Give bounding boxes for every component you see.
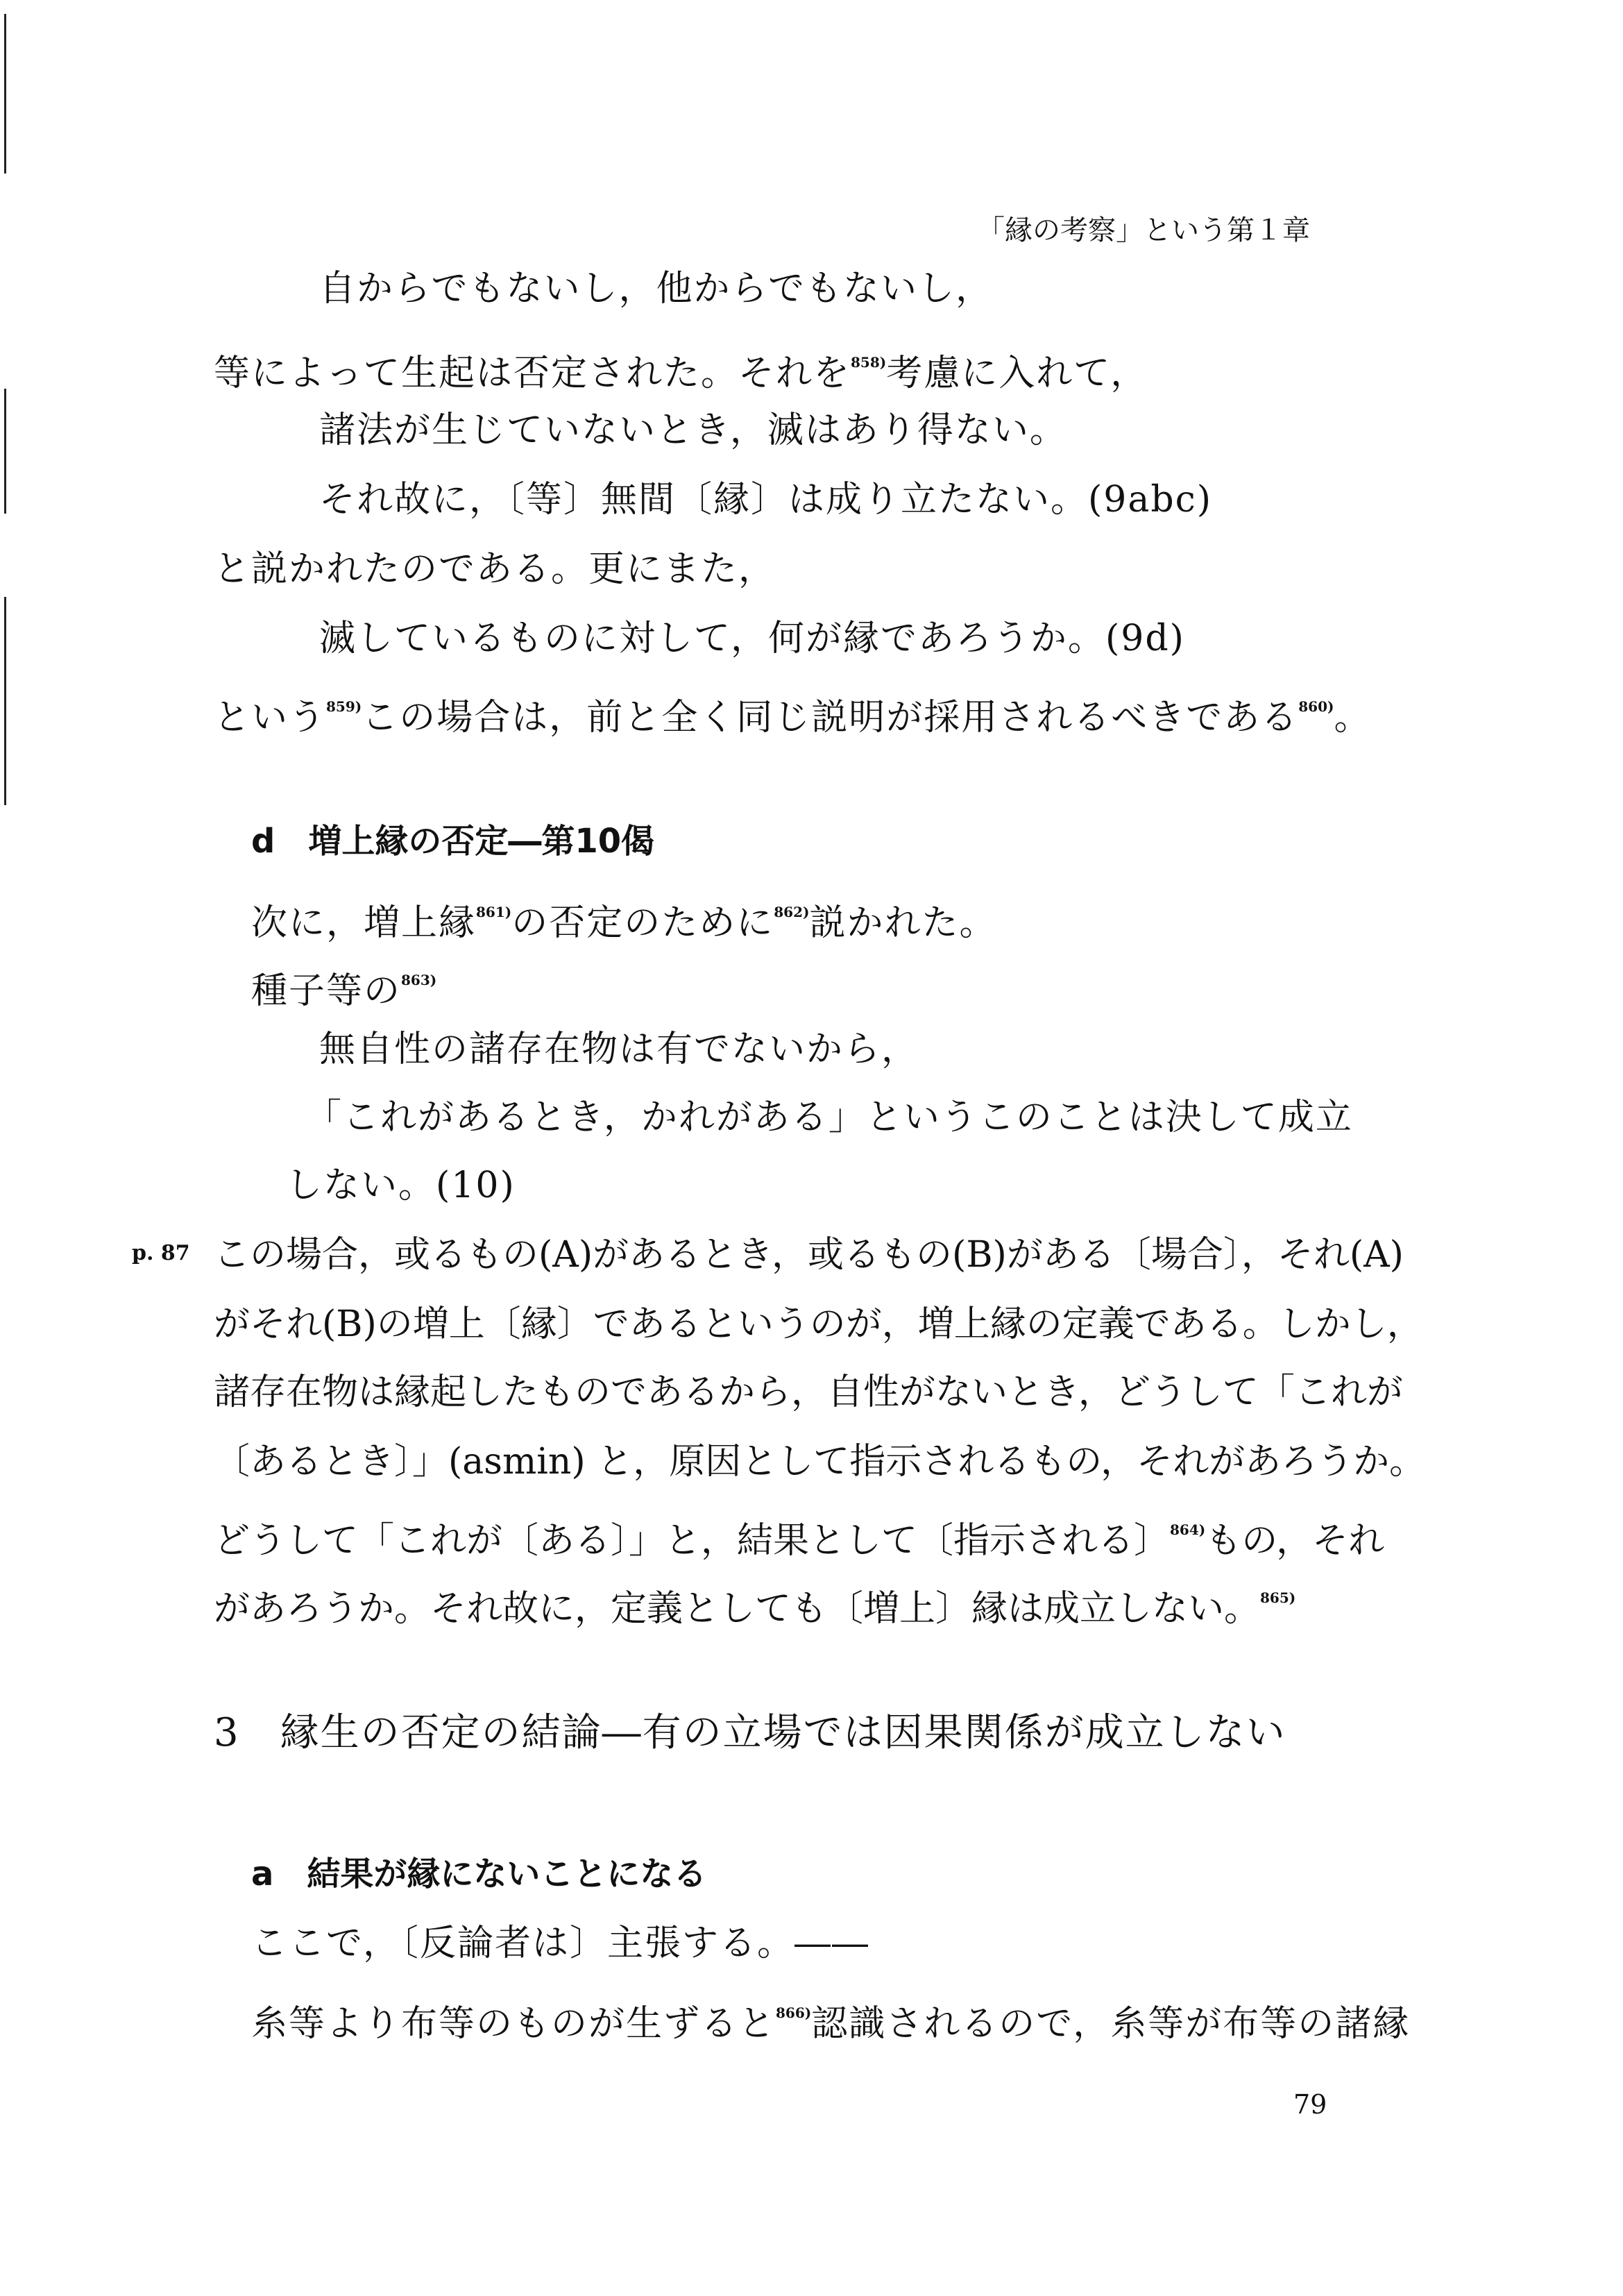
page-number: 79 [1293,2089,1327,2120]
footnote-marker: 866) [776,2004,812,2021]
text: 。 [1334,697,1372,738]
text: 説かれた。 [809,902,997,944]
text: 等によって生起は否定された。それを [214,353,851,394]
text: 種子等の [251,970,402,1012]
scan-edge-mark [4,389,6,514]
footnote-marker: 859) [326,698,362,715]
text-line [251,1991,1410,2046]
verse-line: 諸法が生じていないとき，滅はあり得ない。 [319,410,1067,451]
text-line [214,684,1371,740]
text: 糸等より布等のものが生ずると [251,2003,776,2045]
text: もの，それ [1205,1520,1385,1562]
footnote-marker: 863) [401,972,437,988]
footnote-marker: 865) [1260,1589,1296,1606]
page-reference: p. 87 [132,1241,190,1265]
text: 次に，増上縁 [251,902,477,944]
scan-edge-mark [4,14,6,174]
text: という [214,697,327,738]
verse-line: 「これがあるとき，かれがある」というこのことは決して成立 [305,1097,1353,1138]
text: どうして「これが〔ある〕」と，結果として〔指示される〕 [214,1520,1171,1562]
footnote-marker: 864) [1170,1521,1206,1538]
text-line: ここで，〔反論者は〕主張する。―― [251,1923,869,1964]
running-head: 「縁の考察」という第１章 [977,214,1310,246]
text: の否定のために [511,902,774,944]
footnote-marker: 861) [476,904,512,920]
footnote-marker: 862) [774,904,810,920]
text-line: がそれ(B)の増上〔縁〕であるというのが，増上縁の定義である。しかし， [214,1303,1423,1345]
text-line: 〔あるとき〕」(asmin) と，原因として指示されるもの，それがあろうか。 [214,1441,1426,1483]
verse-line: それ故に，〔等〕無間〔縁〕は成り立たない。(9abc) [319,479,1213,521]
text-line: と説かれたのである。更にまた， [214,548,776,590]
text-line [251,958,436,1013]
text: 認識されるので，糸等が布等の諸縁 [811,2003,1411,2045]
footnote-marker: 860) [1298,698,1334,715]
text: 考慮に入れて， [886,353,1148,394]
section-heading: 3 縁生の否定の結論―有の立場では因果関係が成立しない [214,1710,1286,1755]
text-line: 諸存在物は縁起したものであるから，自性がないとき，どうして「これが [214,1371,1403,1413]
subsection-heading: d 増上縁の否定―第10偈 [251,822,655,861]
verse-line: 滅しているものに対して，何が縁であろうか。(9d) [319,618,1185,659]
text-line [214,1576,1295,1631]
text-line [214,340,1148,396]
scan-edge-mark [4,597,6,805]
text-line [251,890,996,945]
text: があろうか。それ故に，定義としても〔増上〕縁は成立しない。 [214,1588,1261,1630]
subsection-heading: a 結果が縁にないことになる [251,1855,707,1893]
text-line: この場合，或るもの(A)があるとき，或るもの(B)がある〔場合〕，それ(A) [214,1234,1404,1276]
text-line [214,1508,1384,1563]
verse-line: 無自性の諸存在物は有でないから， [319,1029,919,1070]
text: この場合は，前と全く同じ説明が採用されるべきである [362,697,1299,738]
footnote-marker: 858) [851,354,887,371]
verse-line: 自からでもないし，他からでもないし， [319,268,993,310]
verse-line: しない。(10) [286,1165,516,1206]
